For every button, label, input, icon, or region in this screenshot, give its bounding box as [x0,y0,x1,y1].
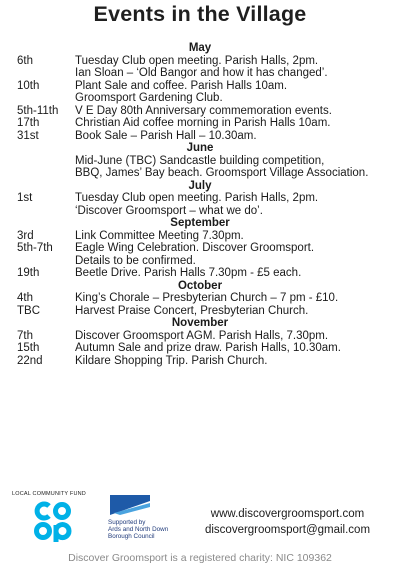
event-description [75,130,400,143]
event-row [0,80,400,105]
event-line: Tuesday Club open meeting. Parish Halls, 2pm. [75,54,319,67]
event-date: 5th-7th [17,242,53,254]
contact-info [180,506,395,538]
month-heading: July [188,179,212,192]
event-date: TBC [17,304,40,317]
council-logo [108,493,152,517]
event-date: 17th [17,117,40,129]
event-date: 31st [17,129,39,142]
event-description [75,330,400,343]
event-line: Autumn Sale and prize draw. Parish Halls, 10.30am. [75,342,341,354]
month-heading: October [177,279,223,292]
event-description [75,192,400,217]
event-row [0,192,400,217]
month-heading: June [186,142,214,154]
month-heading: September [170,217,230,229]
council-support-text [108,519,168,541]
event-row [0,117,400,130]
event-description [75,117,400,130]
charity-footer: Discover Groomsport is a registered charity: NIC 109362 [68,552,332,564]
event-line: ‘Discover Groomsport – what we do’. [75,204,263,217]
event-row [0,305,400,318]
event-line: Groomsport Gardening Club. [75,92,223,104]
council-text-line: Borough Council [108,533,155,541]
event-line: Plant Sale and coffee. Parish Halls 10am. [75,79,288,92]
event-row [0,267,400,280]
event-description [75,305,400,318]
event-description [75,267,400,280]
event-line: Book Sale – Parish Hall – 10.30am. [75,129,257,142]
event-line: Ian Sloan – ‘Old Bangor and how it has changed’. [75,67,328,79]
event-description [75,242,400,267]
event-row [0,355,400,368]
event-date: 6th [17,54,33,67]
note-line: Mid-June (TBC) Sandcastle building competition, [75,154,325,167]
event-date: 22nd [17,354,43,367]
council-text-line: Supported by [108,519,146,526]
event-date: 7th [17,329,33,342]
local-community-fund-label: LOCAL COMMUNITY FUND [12,491,86,497]
council-text-line: Ards and North Down [108,526,169,534]
event-line: Beetle Drive. Parish Halls 7.30pm - £5 each. [75,267,302,279]
event-row [0,130,400,143]
event-row [0,55,400,80]
note-line: BBQ, James’ Bay beach. Groomsport Village Association. [75,167,369,179]
event-date: 19th [17,267,40,279]
event-description [75,80,400,105]
event-line: Kildare Shopping Trip. Parish Church. [75,354,268,367]
event-row [0,105,400,118]
email-link[interactable]: discovergroomsport@gmail.com [204,524,371,536]
event-row [0,230,400,243]
event-date: 5th-11th [17,104,59,117]
coop-logo [34,501,72,543]
event-date: 3rd [17,229,34,242]
event-row [0,342,400,355]
month-heading: November [171,317,229,329]
page-title: Events in the Village [93,2,307,26]
event-row [0,330,400,343]
month-heading: May [188,42,212,54]
event-line: Link Committee Meeting 7.30pm. [75,229,244,242]
event-description [75,292,400,305]
month-note [0,155,400,180]
event-date: 4th [17,292,33,304]
event-line: Harvest Praise Concert, Presbyterian Church. [75,304,309,317]
event-line: Tuesday Club open meeting. Parish Halls, 2pm. [75,192,319,204]
event-line: Eagle Wing Celebration. Discover Groomsport. [75,242,315,254]
event-date: 1st [17,192,33,204]
event-line: Discover Groomsport AGM. Parish Halls, 7.30pm. [75,329,329,342]
event-date: 15th [17,342,40,354]
event-description [75,342,400,355]
event-row [0,242,400,267]
event-description [75,355,400,368]
event-description [75,105,400,118]
event-line: Christian Aid coffee morning in Parish Halls 10am. [75,117,331,129]
event-date: 10th [17,79,40,92]
event-line: V E Day 80th Anniversary commemoration events. [75,104,332,117]
website-link[interactable]: www.discovergroomsport.com [210,508,365,520]
events-list [0,42,400,367]
event-row [0,292,400,305]
event-line: Details to be confirmed. [75,254,196,267]
event-line: King’s Chorale – Presbyterian Church – 7 pm - £10. [75,292,339,304]
event-description [75,230,400,243]
event-description [75,55,400,80]
